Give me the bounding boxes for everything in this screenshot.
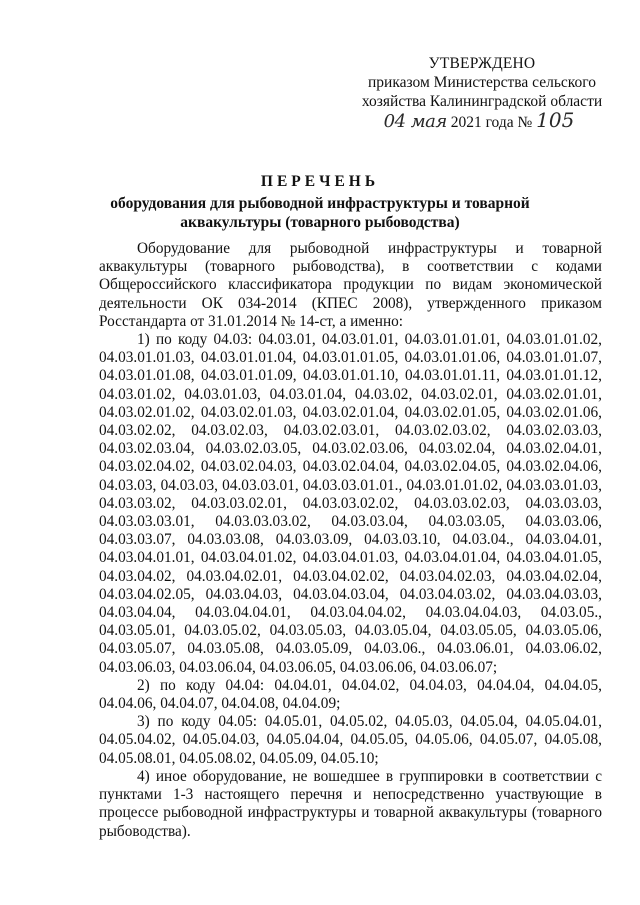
title-subtitle-line2: аквакультуры (товарного рыбоводства) (180, 214, 460, 231)
document-body (99, 240, 602, 841)
document-title (0, 172, 640, 232)
approval-ministry-line: хозяйства Калининградской области (361, 93, 603, 110)
approval-year-text: 2021 года № (450, 114, 533, 131)
list-item-2: 2) по коду 04.04: 04.04.01, 04.04.02, 04.04.03, 04.04.04, 04.04.05, 04.04.06, 04.04.07, 04.04.08, 04.04.09; (99, 676, 602, 713)
list-item-4: 4) иное оборудование, не вошедшее в группировки в соответствии с пунктами 1-3 настоящего перечня и непосредственно участвующие в процессе рыбоводной инфраструктуры и товарной аквакультуры (товарного рыбоводства). (99, 767, 602, 840)
approval-heading: УТВЕРЖДЕНО (428, 55, 536, 72)
approval-order-line: приказом Министерства сельского (367, 74, 596, 91)
list-item-1: 1) по коду 04.03: 04.03.01, 04.03.01.01, 04.03.01.01.01, 04.03.01.01.02, 04.03.01.01.03, 04.03.01.01.04, 04.03.01.01.05, 04.03.01.01.06, 04.03.01.01.07, 04.03.01.01.08, 04.03.01.01.09, 04.03.01.01.10, 04.03.01.01.11, 04.03.01.01.12, 04.03.01.02, 04.03.01.03, 04.03.01.04, 04.03.02, 04.03.02.01, 04.03.02.01.01, 04.03.02.01.02, 04.03.02.01.03, 04.03.02.01.04, 04.03.02.01.05, 04.03.02.01.06, 04.03.02.02, 04.03.02.03, 04.03.02.03.01, 04.03.02.03.02, 04.03.02.03.03, 04.03.02.03.04, 04.03.02.03.05, 04.03.02.03.06, 04.03.02.04, 04.03.02.04.01, 04.03.02.04.02, 04.03.02.04.03, 04.03.02.04.04, 04.03.02.04.05, 04.03.02.04.06, 04.03.03, 04.03.03, 04.03.03.01, 04.03.03.01.01., 04.03.01.01.02, 04.03.03.01.03, 04.03.03.02, 04.03.03.02.01, 04.03.03.02.02, 04.03.03.02.03, 04.03.03.03, 04.03.03.03.01, 04.03.03.03.02, 04.03.03.04, 04.03.03.05, 04.03.03.06, 04.03.03.07, 04.03.03.08, 04.03.03.09, 04.03.03.10, 04.03.04., 04.03.04.01, 04.03.04.01.01, 04.03.04.01.02, 04.03.04.01.03, 04.03.04.01.04, 04.03.04.01.05, 04.03.04.02, 04.03.04.02.01, 04.03.04.02.02, 04.03.04.02.03, 04.03.04.02.04, 04.03.04.02.05, 04.03.04.03, 04.03.04.03.04, 04.03.04.03.02, 04.03.04.03.03, 04.03.04.04, 04.03.04.04.01, 04.03.04.04.02, 04.03.04.04.03, 04.03.05., 04.03.05.01, 04.03.05.02, 04.03.05.03, 04.03.05.04, 04.03.05.05, 04.03.05.06, 04.03.05.07, 04.03.05.08, 04.03.05.09, 04.03.06., 04.03.06.01, 04.03.06.02, 04.03.06.03, 04.03.06.04, 04.03.06.05, 04.03.06.06, 04.03.06.07; (99, 331, 602, 676)
title-heading: ПЕРЕЧЕНЬ (260, 173, 380, 190)
title-subtitle-line1: оборудования для рыбоводной инфраструктуры и товарной (110, 195, 530, 212)
intro-paragraph: Оборудование для рыбоводной инфраструктуры и товарной аквакультуры (товарного рыбоводства), в соответствии с кодами Общероссийского классификатора продукции по видам экономической деятельности ОК 034-2014 (КПЕС 2008), утвержденного приказом Росстандарта от 31.01.2014 № 14-ст, а именно: (99, 240, 602, 330)
list-item-3: 3) по коду 04.05: 04.05.01, 04.05.02, 04.05.03, 04.05.04, 04.05.04.01, 04.05.04.02, 04.05.04.03, 04.05.04.04, 04.05.05, 04.05.06, 04.05.07, 04.05.08, 04.05.08.01, 04.05.08.02, 04.05.09, 04.05.10; (99, 713, 602, 767)
approval-block (352, 54, 612, 132)
handwritten-order-number: 105 (536, 108, 575, 132)
approval-date-line (346, 108, 612, 132)
handwritten-date: 04 мая (383, 111, 447, 132)
